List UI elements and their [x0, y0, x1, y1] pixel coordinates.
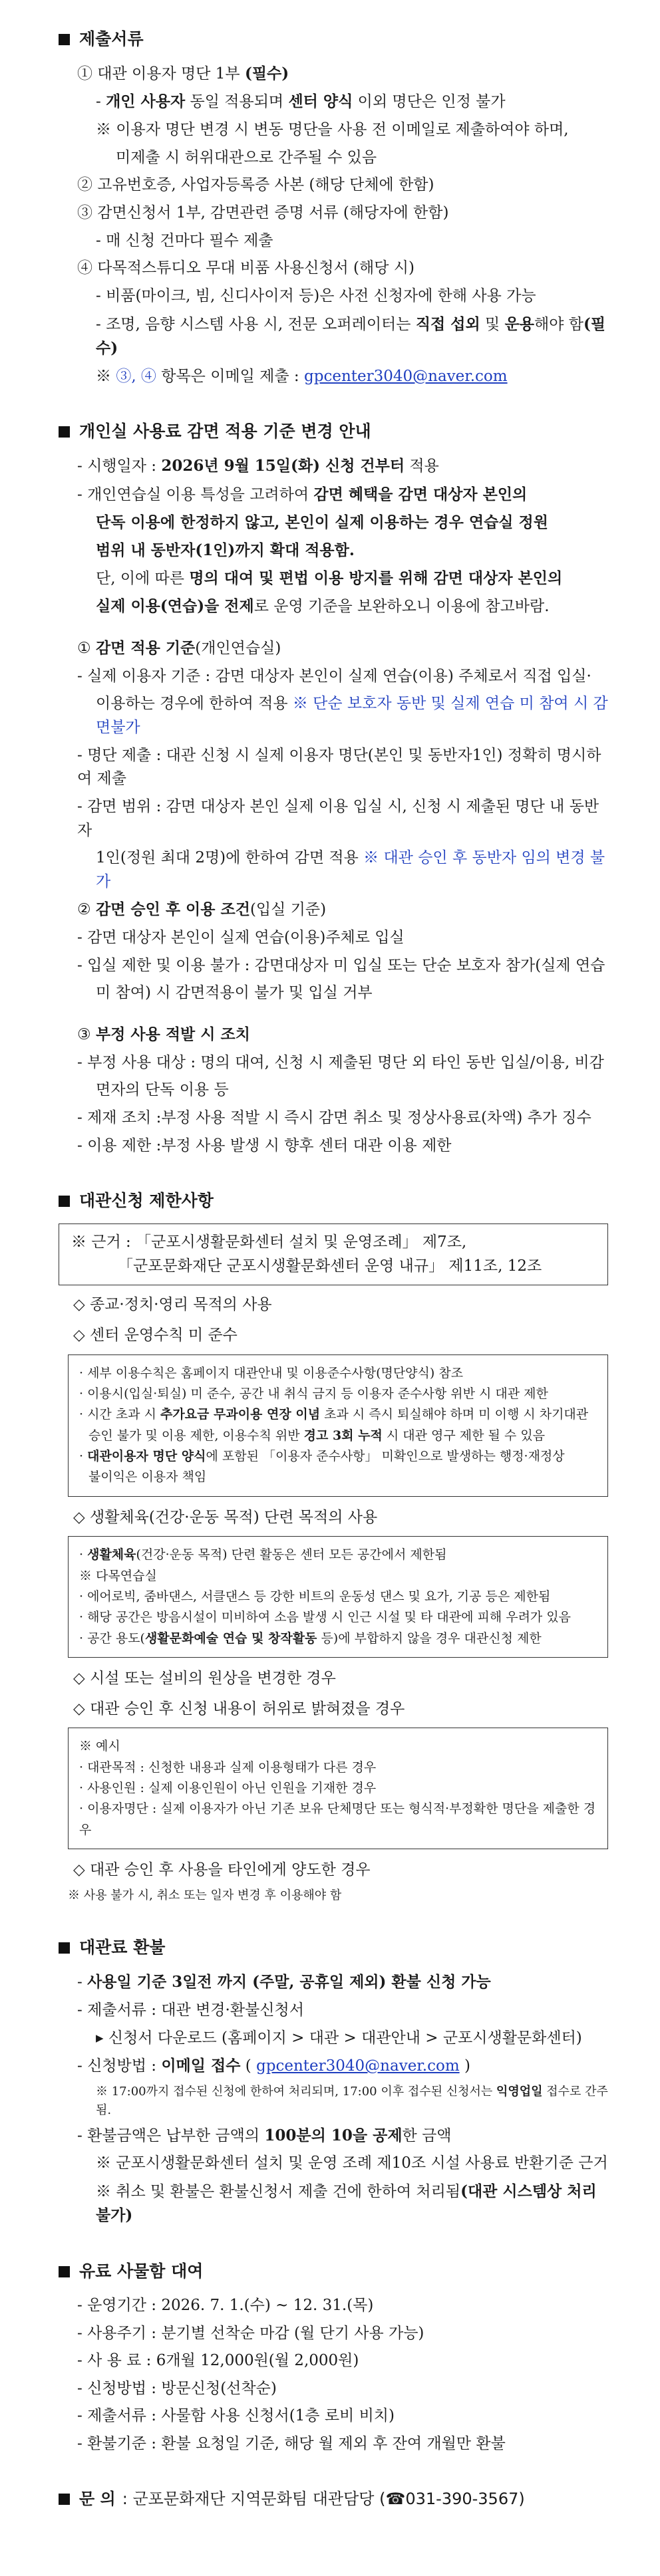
refund-deadline: - 사용일 기준 3일전 까지 (주말, 공휴일 제외) 환불 신청 가능 [77, 1973, 491, 1992]
restriction-sports: ◇ 생활체육(건강·운동 목적) 단련 목적의 사용 [73, 1508, 378, 1526]
violation-line-3: - 제재 조치 :부정 사용 적발 시 즉시 감면 취소 및 정상사용료(차액) 추가 징수 [77, 1108, 591, 1126]
violation-line-4: - 이용 제한 :부정 사용 발생 시 향후 센터 대관 이용 제한 [77, 1136, 452, 1154]
square-bullet-icon [59, 34, 70, 45]
rules-line-3: · 시간 초과 시 추가요금 무과이용 연장 이념 초과 시 즉시 퇴실해야 하며 미 이행 시 차기대관 [79, 1407, 589, 1422]
contact-label: 문 의 [79, 2489, 116, 2508]
refund-documents: - 제출서류 : 대관 변경·환불신청서 [77, 2001, 304, 2019]
refund-basis: ※ 군포시생활문화센터 설치 및 운영 조례 제10조 시설 사용료 반환기준 근거 [96, 2154, 608, 2172]
criteria-line-3: - 명단 제출 : 대관 신청 시 실제 이용자 명단(본인 및 동반자1인) 정확히 명시하여 제출 [77, 746, 601, 788]
criteria-line-2: 이용하는 경우에 한하여 적용 ※ 단순 보호자 동반 및 실제 연습 미 참여 시 감면불가 [96, 695, 608, 736]
restriction-transfer: ◇ 대관 승인 후 사용을 타인에게 양도한 경우 [73, 1861, 371, 1878]
criteria-line-4: - 감면 범위 : 감면 대상자 본인 실제 이용 입실 시, 신청 시 제출된 명단 내 동반자 [77, 797, 599, 839]
subheading-violation: ③ 부정 사용 적발 시 조치 [77, 1025, 250, 1043]
rules-detail-box [68, 1354, 608, 1497]
locker-cycle: - 사용주기 : 분기별 선착순 마감 (월 단기 사용 가능) [77, 2324, 424, 2342]
sports-detail-box [68, 1536, 608, 1658]
sports-line-5: · 공간 용도(생활문화예술 연습 및 창작활동 등)에 부합하지 않을 경우 대관신청 제한 [79, 1630, 542, 1646]
legal-basis-line-1: ※ 근거 : 「군포시생활문화센터 설치 및 운영조례」 제7조, [71, 1233, 467, 1251]
refund-amount: - 환불금액은 납부한 금액의 100분의 10을 공제한 금액 [77, 2126, 452, 2144]
restriction-false-info: ◇ 대관 승인 후 신청 내용이 허위로 밝혀졌을 경우 [73, 1700, 405, 1718]
subheading-criteria: ① 감면 적용 기준(개인연습실) [77, 639, 281, 658]
refund-form-download: ▸ 신청서 다운로드 (홈페이지 > 대관 > 대관안내 > 군포시생활문화센터) [96, 2029, 582, 2047]
rules-line-1: · 세부 이용수칙은 홈페이지 대관안내 및 이용준수사항(명단양식) 참조 [79, 1365, 464, 1380]
email-submit-note: ※ ③, ④ 항목은 이메일 제출 : gpcenter3040@naver.com [96, 367, 508, 385]
locker-period: - 운영기간 : 2026. 7. 1.(수) ~ 12. 31.(목) [77, 2296, 374, 2314]
section-refund [59, 1935, 608, 2228]
conditions-line-3: 미 참여) 시 감면적용이 불가 및 입실 거부 [96, 984, 373, 1002]
violation-line-2: 면자의 단독 이용 등 [96, 1081, 229, 1099]
discount-desc-5: 실제 이용(연습)을 전제로 운영 기준을 보완하오니 이용에 참고바람. [96, 597, 550, 616]
doc-item-3-note: - 매 신청 건마다 필수 제출 [96, 231, 273, 249]
square-bullet-icon [59, 1942, 70, 1954]
effective-date: - 시행일자 : 2026년 9월 15일(화) 신청 건부터 적용 [77, 457, 439, 475]
square-bullet-icon [59, 426, 70, 438]
doc-item-4-note-1: - 비품(마이크, 빔, 신디사이저 등)은 사전 신청자에 한해 사용 가능 [96, 287, 536, 305]
example-heading: ※ 예시 [79, 1739, 120, 1754]
doc-item-1-warning: ※ 이용자 명단 변경 시 변동 명단을 사용 전 이메일로 제출하여야 하며, [96, 121, 569, 139]
discount-desc-2: 단독 이용에 한정하지 않고, 본인이 실제 이용하는 경우 연습실 정원 [96, 513, 548, 532]
example-line-2: · 사용인원 : 실제 이용인원이 아닌 인원을 기재한 경우 [79, 1780, 377, 1795]
criteria-line-1: - 실제 이용자 기준 : 감면 대상자 본인이 실제 연습(이용) 주체로서 직접 입실· [77, 667, 591, 685]
sports-line-4: · 해당 공간은 방음시설이 미비하여 소음 발생 시 인근 시설 및 타 대관에 피해 우려가 있음 [79, 1610, 572, 1625]
doc-item-4-note-2: - 조명, 음향 시스템 사용 시, 전문 오퍼레이터는 직접 섭외 및 운용해야 함(필수) [96, 315, 606, 358]
sports-line-1: · 생활체육(건강·운동 목적) 단련 활동은 센터 모든 공간에서 제한됨 [79, 1547, 447, 1563]
square-bullet-icon [59, 2266, 70, 2277]
refund-method: - 신청방법 : 이메일 접수 ( gpcenter3040@naver.com ) [77, 2057, 470, 2075]
rules-line-5: · 대관이용자 명단 양식에 포함된 「이용자 준수사항」 미확인으로 발생하는 행정·재정상 [79, 1448, 565, 1464]
section-title: 제출서류 [59, 27, 608, 53]
violation-line-1: - 부정 사용 대상 : 명의 대여, 신청 시 제출된 명단 외 타인 동반 입실/이용, 비감 [77, 1053, 604, 1071]
locker-documents: - 제출서류 : 사물함 사용 신청서(1층 로비 비치) [77, 2407, 395, 2425]
contact-info [59, 2487, 608, 2512]
square-bullet-icon [59, 1196, 70, 1207]
section-title: 유료 사물함 대여 [59, 2259, 608, 2285]
section-locker [59, 2259, 608, 2456]
discount-desc-3: 범위 내 동반자(1인)까지 확대 적용함. [96, 541, 355, 560]
section-title: 대관료 환불 [59, 1935, 608, 1961]
restriction-facility-change: ◇ 시설 또는 설비의 원상을 변경한 경우 [73, 1669, 336, 1687]
example-line-3: · 이용자명단 : 실제 이용자가 아닌 기존 보유 단체명단 또는 형식적·부정확한 명단을 제출한 경우 [79, 1801, 596, 1837]
section-title: 대관신청 제한사항 [59, 1188, 608, 1214]
doc-item-1: ① 대관 이용자 명단 1부 (필수) [77, 64, 289, 82]
subheading-conditions: ② 감면 승인 후 이용 조건(입실 기준) [77, 900, 327, 919]
example-line-1: · 대관목적 : 신청한 내용과 실제 이용형태가 다른 경우 [79, 1759, 377, 1775]
locker-refund: - 환불기준 : 환불 요청일 기준, 해당 월 제외 후 잔여 개월만 환불 [77, 2435, 506, 2453]
square-bullet-icon [59, 2494, 70, 2505]
false-info-examples-box [68, 1728, 608, 1849]
rules-line-4: 승인 불가 및 이용 제한, 이용수칙 위반 경고 3회 누적 시 대관 영구 제한 될 수 있음 [88, 1428, 546, 1443]
discount-desc-4: 단, 이에 따른 명의 대여 및 편법 이용 방지를 위해 감면 대상자 본인의 [96, 569, 563, 587]
section-restrictions [59, 1188, 608, 1904]
locker-fee: - 사 용 료 : 6개월 12,000원(월 2,000원) [77, 2352, 359, 2370]
contact-text: : 군포문화재단 지역문화팀 대관담당 (☎031-390-3567) [122, 2489, 525, 2508]
doc-item-1-note: - 개인 사용자 동일 적용되며 센터 양식 이외 명단은 인정 불가 [96, 92, 506, 111]
legal-basis-box [59, 1224, 608, 1285]
locker-apply-method: - 신청방법 : 방문신청(선착순) [77, 2379, 277, 2397]
criteria-line-5: 1인(정원 최대 2명)에 한하여 감면 적용 ※ 대관 승인 후 동반자 임의 변경 불가 [96, 849, 605, 890]
conditions-line-1: - 감면 대상자 본인이 실제 연습(이용)주체로 입실 [77, 929, 405, 947]
doc-item-4: ④ 다목적스튜디오 무대 비품 사용신청서 (해당 시) [77, 259, 414, 277]
section-discount [59, 419, 608, 1158]
conditions-line-2: - 입실 제한 및 이용 불가 : 감면대상자 미 입실 또는 단순 보호자 참가(실제 연습 [77, 956, 605, 974]
refund-email-link[interactable]: gpcenter3040@naver.com [256, 2057, 460, 2075]
refund-cancel-note: ※ 취소 및 환불은 환불신청서 제출 건에 한하여 처리됨(대관 시스템상 처리 불가) [96, 2182, 597, 2225]
doc-item-3: ③ 감면신청서 1부, 감면관련 증명 서류 (해당자에 한함) [77, 203, 449, 221]
sports-line-3: · 에어로빅, 줌바댄스, 서클댄스 등 강한 비트의 운동성 댄스 및 요가, 기공 등은 제한됨 [79, 1589, 551, 1604]
email-link[interactable]: gpcenter3040@naver.com [304, 367, 508, 385]
restriction-note: ※ 사용 불가 시, 취소 또는 일자 변경 후 이용해야 함 [68, 1888, 342, 1902]
sports-line-2: ※ 다목연습실 [79, 1568, 157, 1583]
rules-line-2: · 이용시(입실·퇴실) 미 준수, 공간 내 취식 금지 등 이용자 준수사항 위반 시 대관 제한 [79, 1386, 548, 1401]
doc-item-1-warning-cont: 미제출 시 허위대관으로 간주될 수 있음 [116, 148, 377, 166]
section-title: 개인실 사용료 감면 적용 기준 변경 안내 [59, 419, 608, 445]
discount-desc-1: - 개인연습실 이용 특성을 고려하여 감면 혜택을 감면 대상자 본인의 [77, 485, 528, 503]
restriction-rules: ◇ 센터 운영수칙 미 준수 [73, 1326, 238, 1344]
refund-time-note: ※ 17:00까지 접수된 신청에 한하여 처리되며, 17:00 이후 접수된 신청서는 익영업일 접수로 간주됨. [96, 2084, 608, 2117]
doc-item-2: ② 고유번호증, 사업자등록증 사본 (해당 단체에 한함) [77, 176, 434, 194]
section-documents [59, 27, 608, 388]
legal-basis-line-2: 「군포문화재단 군포시생활문화센터 운영 내규」 제11조, 12조 [118, 1257, 542, 1275]
rules-line-6: 불이익은 이용자 책임 [88, 1470, 207, 1485]
restriction-religion-politics: ◇ 종교·정치·영리 목적의 사용 [73, 1296, 272, 1314]
